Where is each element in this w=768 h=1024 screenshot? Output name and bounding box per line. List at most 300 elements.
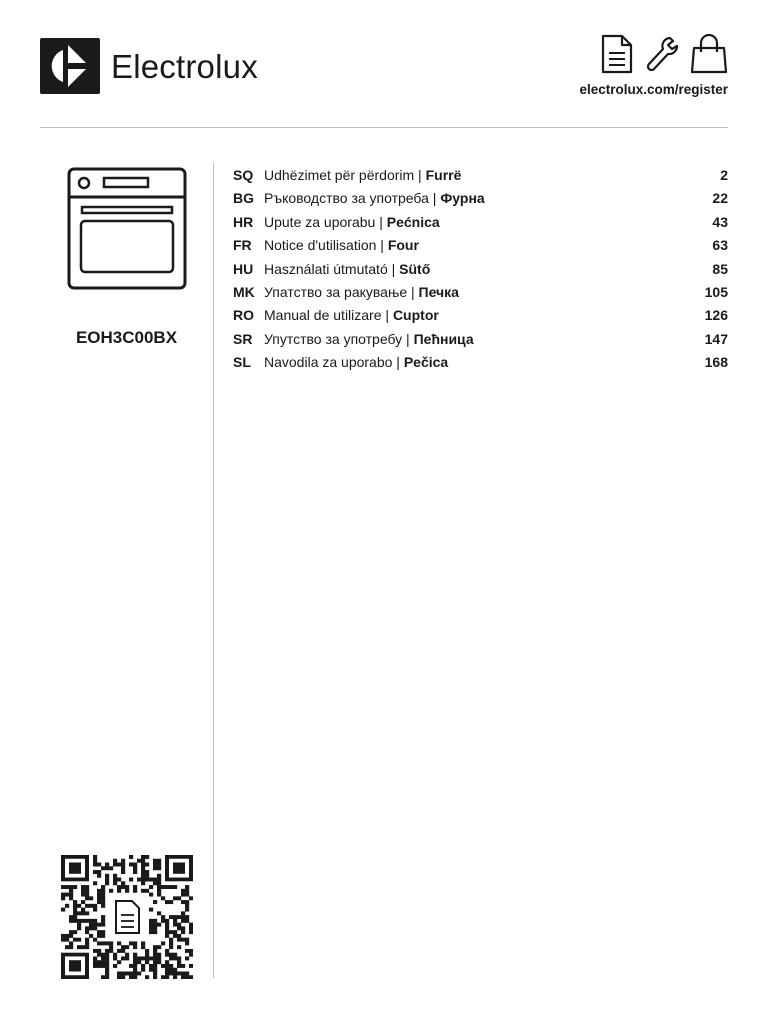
qr-module (125, 971, 129, 975)
qr-module (185, 904, 189, 908)
qr-module (121, 956, 125, 960)
qr-module (73, 908, 77, 912)
qr-module (129, 863, 133, 867)
qr-module (173, 930, 177, 934)
qr-module (85, 889, 89, 893)
qr-module (93, 956, 97, 960)
qr-module (93, 904, 97, 908)
page-number: 105 (704, 283, 728, 300)
qr-module (169, 885, 173, 889)
qr-module (93, 881, 97, 885)
qr-module (81, 919, 85, 923)
qr-module (177, 964, 181, 968)
wrench-icon[interactable] (644, 34, 680, 74)
qr-module (61, 896, 65, 900)
qr-module (89, 923, 93, 927)
qr-module (133, 968, 137, 972)
qr-module (157, 945, 161, 949)
qr-module (169, 915, 173, 919)
qr-module (133, 956, 137, 960)
qr-module (165, 926, 169, 930)
qr-module (177, 956, 181, 960)
oven-illustration (67, 167, 187, 291)
top-icons (600, 34, 728, 74)
qr-module (65, 934, 69, 938)
qr-module (145, 975, 149, 979)
qr-module (173, 953, 177, 957)
qr-module (165, 968, 169, 972)
qr-module (61, 885, 65, 889)
qr-module (121, 975, 125, 979)
qr-module (121, 870, 125, 874)
qr-module (113, 878, 117, 882)
qr-module (165, 949, 169, 953)
qr-module (93, 919, 97, 923)
document-icon[interactable] (600, 34, 634, 74)
qr-module (93, 855, 97, 859)
qr-module (185, 919, 189, 923)
qr-module (165, 930, 169, 934)
qr-module (125, 889, 129, 893)
qr-module (85, 930, 89, 934)
qr-module (93, 908, 97, 912)
qr-module (117, 960, 121, 964)
qr-module (93, 859, 97, 863)
product-name: Cuptor (392, 307, 439, 324)
qr-module (117, 878, 121, 882)
qr-module (125, 945, 129, 949)
toc-row[interactable] (233, 351, 728, 374)
qr-module (169, 956, 173, 960)
product-name: Фурна (440, 190, 485, 207)
qr-module (161, 941, 165, 945)
product-name: Sütő (399, 260, 431, 277)
qr-module (169, 971, 173, 975)
qr-module (113, 953, 117, 957)
electrolux-logo (40, 38, 258, 94)
product-name: Furrë (425, 167, 462, 183)
qr-module (157, 923, 161, 927)
qr-module (113, 956, 117, 960)
qr-module (133, 975, 137, 979)
qr-module (149, 885, 153, 889)
language-code: HR (233, 213, 254, 230)
qr-module (109, 941, 113, 945)
qr-module (181, 900, 185, 904)
qr-module (73, 919, 77, 923)
qr-module (181, 915, 185, 919)
toc-row[interactable] (233, 304, 728, 327)
qr-module (133, 941, 137, 945)
qr-module (145, 953, 149, 957)
qr-module (177, 945, 181, 949)
qr-module (185, 885, 189, 889)
qr-module (93, 960, 97, 964)
qr-module (149, 956, 153, 960)
qr-module (133, 863, 137, 867)
qr-module (121, 881, 125, 885)
qr-module (133, 885, 137, 889)
qr-module (117, 949, 121, 953)
qr-module (97, 900, 101, 904)
page-number: 63 (712, 237, 728, 254)
qr-module (129, 964, 133, 968)
qr-module (61, 938, 65, 942)
qr-module (185, 949, 189, 953)
qr-module (145, 949, 149, 953)
toc-row[interactable] (233, 234, 728, 257)
qr-module (97, 941, 101, 945)
qr-module (149, 926, 153, 930)
qr-module (189, 953, 193, 957)
qr-module (161, 885, 165, 889)
qr-module (153, 878, 157, 882)
qr-module (101, 904, 105, 908)
qr-module (101, 930, 105, 934)
qr-module (157, 911, 161, 915)
qr-module (153, 956, 157, 960)
qr-module (129, 855, 133, 859)
qr-module (65, 893, 69, 897)
qr-module (153, 930, 157, 934)
register-link[interactable]: electrolux.com/register (579, 82, 728, 97)
qr-module (85, 904, 89, 908)
qr-module (65, 945, 69, 949)
qr-module (133, 945, 137, 949)
qr-module (173, 923, 177, 927)
qr-module (145, 878, 149, 882)
qr-module (173, 919, 177, 923)
qr-module (117, 889, 121, 893)
qr-module (145, 889, 149, 893)
manual-title: Navodila za uporabo | Pečica (264, 354, 449, 371)
qr-module (109, 945, 113, 949)
product-name: Пећница (413, 330, 474, 347)
manual-title: Udhëzimet për përdorim | Furrë (264, 167, 462, 183)
manual-title: Упутство за употребу | Пећница (264, 330, 474, 347)
qr-module (101, 885, 105, 889)
qr-module (153, 926, 157, 930)
qr-module (157, 885, 161, 889)
qr-module (85, 938, 89, 942)
toc-row[interactable] (233, 281, 728, 304)
qr-module (113, 859, 117, 863)
qr-module (101, 889, 105, 893)
qr-module (89, 926, 93, 930)
qr-module (169, 945, 173, 949)
qr-module (145, 874, 149, 878)
qr-module (89, 919, 93, 923)
language-code: SQ (233, 167, 254, 183)
qr-module (117, 885, 121, 889)
qr-module (189, 964, 193, 968)
qr-module (185, 971, 189, 975)
qr-module (105, 975, 109, 979)
qr-document-icon (108, 895, 146, 939)
qr-module (173, 934, 177, 938)
shopping-bag-icon[interactable] (690, 34, 728, 74)
qr-module (85, 945, 89, 949)
qr-module (109, 949, 113, 953)
qr-module (181, 893, 185, 897)
qr-module (153, 975, 157, 979)
qr-module (157, 956, 161, 960)
product-name: Pečica (403, 354, 449, 371)
qr-module (149, 908, 153, 912)
qr-module (105, 881, 109, 885)
qr-module (185, 938, 189, 942)
qr-module (73, 900, 77, 904)
qr-module (101, 934, 105, 938)
qr-module (113, 863, 117, 867)
qr-module (181, 926, 185, 930)
qr-module (149, 919, 153, 923)
qr-module (181, 964, 185, 968)
qr-module (133, 889, 137, 893)
qr-module (181, 975, 185, 979)
product-name: Pećnica (386, 213, 440, 230)
qr-module (153, 971, 157, 975)
qr-module (65, 885, 69, 889)
qr-module (97, 863, 101, 867)
qr-module (93, 863, 97, 867)
qr-module (153, 859, 157, 863)
qr-module (157, 893, 161, 897)
qr-module (101, 866, 105, 870)
qr-module (69, 896, 73, 900)
qr-module (137, 956, 141, 960)
qr-module (69, 889, 73, 893)
qr-module (97, 874, 101, 878)
language-code: MK (233, 283, 255, 300)
page-number: 168 (704, 354, 728, 371)
qr-module (109, 866, 113, 870)
qr-module (109, 889, 113, 893)
column-divider (213, 163, 214, 978)
qr-module (81, 900, 85, 904)
qr-module (121, 971, 125, 975)
product-name: Печка (418, 283, 459, 300)
qr-module (121, 863, 125, 867)
qr-module (117, 941, 121, 945)
manual-title: Ръководство за употреба | Фурна (264, 190, 485, 207)
qr-module (173, 885, 177, 889)
qr-module (157, 881, 161, 885)
qr-module (153, 863, 157, 867)
qr-module (145, 956, 149, 960)
qr-module (117, 971, 121, 975)
qr-module (105, 960, 109, 964)
qr-module (157, 878, 161, 882)
qr-module (169, 900, 173, 904)
qr-module (177, 926, 181, 930)
qr-module (133, 964, 137, 968)
qr-module (97, 893, 101, 897)
qr-module (77, 923, 81, 927)
qr-module (93, 964, 97, 968)
language-code: HU (233, 260, 254, 277)
qr-module (141, 945, 145, 949)
qr-module (93, 949, 97, 953)
qr-module (149, 964, 153, 968)
qr-module (189, 923, 193, 927)
language-code: BG (233, 190, 254, 207)
qr-module (133, 870, 137, 874)
qr-module (137, 878, 141, 882)
qr-module (85, 919, 89, 923)
page-number: 147 (704, 330, 728, 347)
qr-module (97, 870, 101, 874)
qr-module (73, 938, 77, 942)
qr-module (161, 915, 165, 919)
qr-module (113, 874, 117, 878)
qr-module (93, 870, 97, 874)
qr-module (73, 904, 77, 908)
qr-module (185, 908, 189, 912)
qr-module (181, 971, 185, 975)
qr-module (133, 866, 137, 870)
qr-module (141, 889, 145, 893)
qr-module (69, 919, 73, 923)
qr-module (101, 960, 105, 964)
qr-module (145, 960, 149, 964)
qr-module (157, 953, 161, 957)
qr-module (89, 934, 93, 938)
qr-module (157, 889, 161, 893)
manual-title: Upute za uporabu | Pećnica (264, 213, 440, 230)
qr-module (101, 919, 105, 923)
qr-module (185, 889, 189, 893)
qr-module (69, 915, 73, 919)
qr-module (85, 893, 89, 897)
qr-module (145, 863, 149, 867)
qr-module (165, 934, 169, 938)
qr-module (101, 964, 105, 968)
qr-module (97, 964, 101, 968)
qr-module (161, 964, 165, 968)
qr-module (101, 900, 105, 904)
qr-module (141, 956, 145, 960)
qr-module (169, 964, 173, 968)
qr-module (85, 941, 89, 945)
qr-module (133, 960, 137, 964)
qr-module (165, 885, 169, 889)
qr-module (133, 953, 137, 957)
qr-module (141, 941, 145, 945)
qr-module (149, 878, 153, 882)
qr-module (129, 941, 133, 945)
qr-module (185, 900, 189, 904)
qr-module (117, 975, 121, 979)
qr-module (73, 885, 77, 889)
qr-module (173, 915, 177, 919)
qr-module (185, 893, 189, 897)
qr-module (97, 953, 101, 957)
qr-module (93, 923, 97, 927)
qr-module (185, 975, 189, 979)
qr-module (173, 896, 177, 900)
qr-module (161, 975, 165, 979)
qr-code[interactable] (61, 855, 193, 979)
qr-module (61, 908, 65, 912)
qr-module (81, 889, 85, 893)
qr-module (177, 915, 181, 919)
qr-module (141, 874, 145, 878)
qr-module (101, 941, 105, 945)
page-number: 126 (704, 307, 728, 324)
qr-module (169, 941, 173, 945)
qr-module (85, 896, 89, 900)
qr-module (69, 941, 73, 945)
qr-module (105, 971, 109, 975)
table-of-contents (233, 164, 728, 375)
qr-module (97, 934, 101, 938)
page-number: 85 (712, 260, 728, 277)
qr-module (125, 953, 129, 957)
brand-name: Electrolux (111, 47, 258, 85)
qr-module (121, 949, 125, 953)
qr-module (129, 971, 133, 975)
qr-module (89, 896, 93, 900)
qr-module (133, 971, 137, 975)
qr-module (105, 953, 109, 957)
qr-module (101, 893, 105, 897)
qr-module (189, 926, 193, 930)
manual-title: Notice d'utilisation | Four (264, 237, 419, 254)
qr-module (105, 956, 109, 960)
qr-module (121, 945, 125, 949)
toc-row[interactable] (233, 258, 728, 281)
qr-module (173, 968, 177, 972)
qr-module (81, 893, 85, 897)
qr-module (141, 855, 145, 859)
qr-module (93, 938, 97, 942)
qr-module (169, 968, 173, 972)
qr-module (157, 874, 161, 878)
qr-module (149, 923, 153, 927)
page-number: 22 (712, 190, 728, 207)
qr-module (105, 968, 109, 972)
qr-module (105, 949, 109, 953)
qr-module (185, 956, 189, 960)
qr-module (105, 941, 109, 945)
toc-row[interactable] (233, 164, 728, 187)
toc-row[interactable] (233, 211, 728, 234)
qr-module (141, 866, 145, 870)
qr-module (105, 866, 109, 870)
qr-module (81, 945, 85, 949)
qr-module (161, 896, 165, 900)
toc-row[interactable] (233, 328, 728, 351)
qr-module (61, 934, 65, 938)
qr-module (77, 945, 81, 949)
language-code: RO (233, 307, 254, 324)
qr-module (77, 926, 81, 930)
qr-module (101, 953, 105, 957)
qr-module (77, 938, 81, 942)
qr-module (101, 915, 105, 919)
qr-module (105, 964, 109, 968)
qr-module (125, 956, 129, 960)
qr-module (189, 896, 193, 900)
manual-title: Упатство за ракување | Печка (264, 283, 459, 300)
qr-module (189, 949, 193, 953)
qr-module (181, 911, 185, 915)
toc-row[interactable] (233, 187, 728, 210)
qr-module (153, 881, 157, 885)
qr-module (141, 968, 145, 972)
qr-module (165, 960, 169, 964)
